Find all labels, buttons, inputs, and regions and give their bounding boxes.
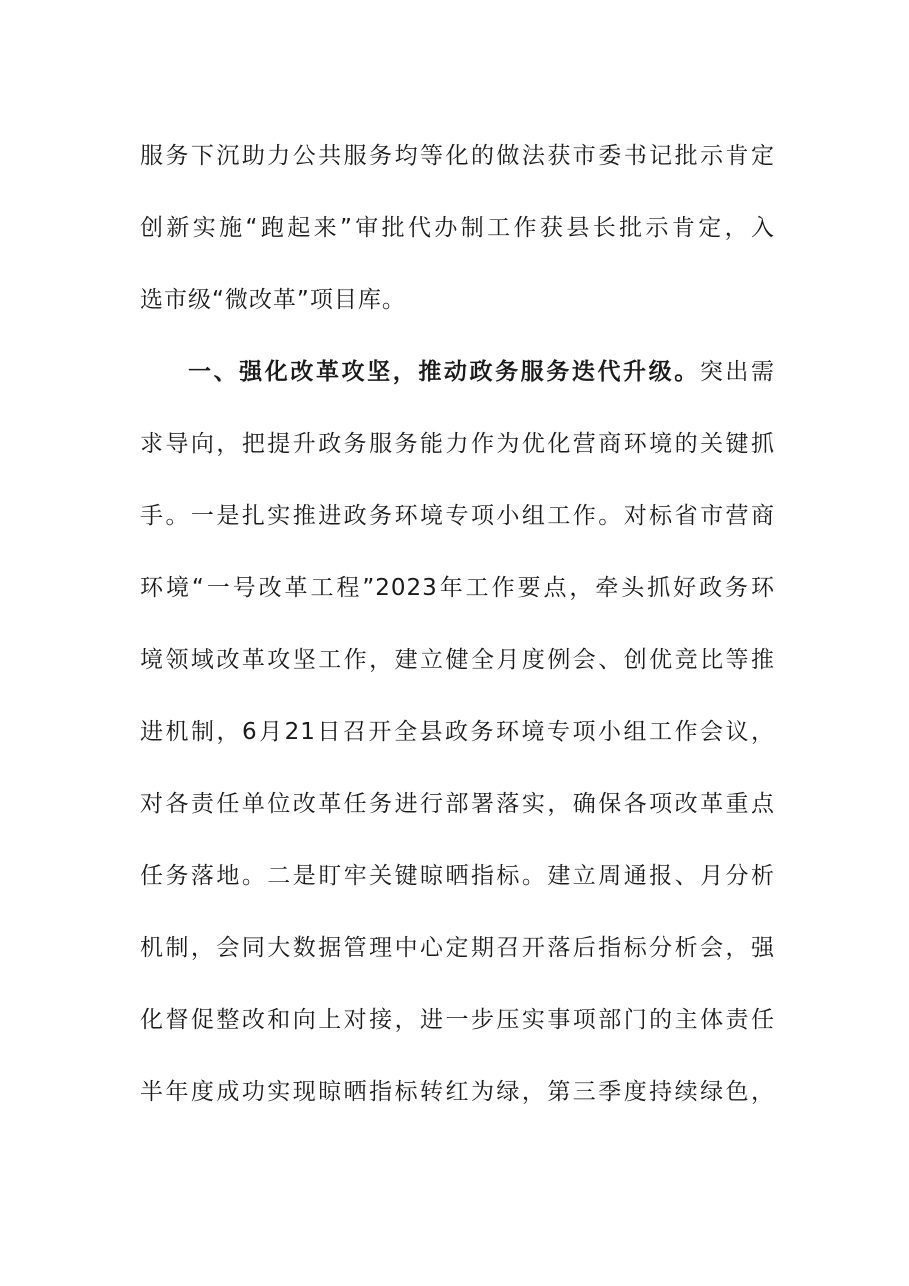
text-line-3: 选市级“微改革”项目库。 [140,287,406,313]
text-line-9: 进机制，6月21日召开全县政务环境专项小组工作会议， [140,719,775,745]
section-heading-continuation: 突出需 [699,359,776,385]
section-heading-line [140,336,775,408]
text-line-10: 对各责任单位改革任务进行部署落实，确保各项改革重点 [140,791,775,817]
text-line-11: 任务落地。二是盯牢关键晾晒指标。建立周通报、月分析 [140,863,775,889]
text-line-7: 环境“一号改革工程”2023年工作要点，牵头抓好政务环 [140,575,775,601]
text-line-6: 手。一是扎实推进政务环境专项小组工作。对标省市营商 [140,503,775,529]
text-line-5: 求导向，把提升政务服务能力作为优化营商环境的关键抓 [140,431,775,457]
text-line-2: 创新实施“跑起来”审批代办制工作获县长批示肯定，入 [140,215,775,241]
text-line-1: 服务下沉助力公共服务均等化的做法获市委书记批示肯定 [140,143,775,169]
section-heading: 一、强化改革攻坚，推动政务服务迭代升级。 [188,359,700,385]
text-line-8: 境领域改革攻坚工作，建立健全月度例会、创优竞比等推 [140,647,775,673]
text-line-14: 半年度成功实现晾晒指标转红为绿，第三季度持续绿色， [140,1079,775,1105]
text-line-13: 化督促整改和向上对接，进一步压实事项部门的主体责任 [140,1007,775,1033]
body-text [140,120,775,1128]
text-line-12: 机制，会同大数据管理中心定期召开落后指标分析会，强 [140,935,775,961]
